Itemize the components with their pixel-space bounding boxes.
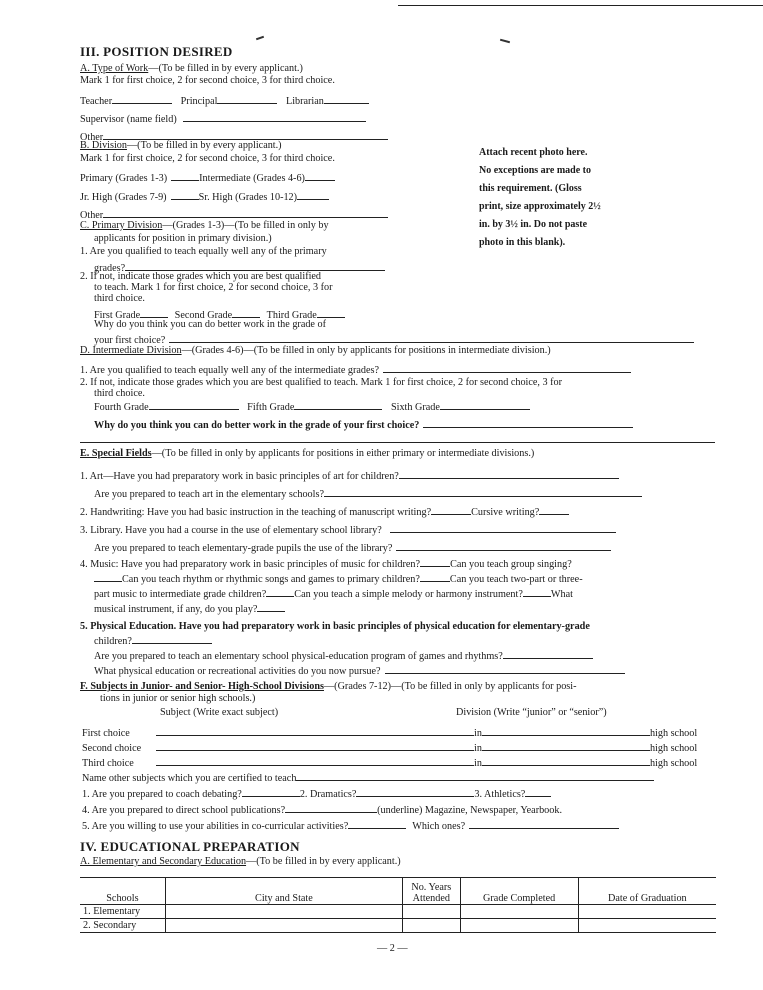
scan-mark [500, 39, 510, 44]
table-cell[interactable] [578, 905, 716, 919]
handwriting-q[interactable]: 2. Handwriting: Have you had basic instruction in the teaching of manuscript writing? Cursive writing? [80, 505, 569, 519]
intermediate-q1[interactable]: 1. Are you qualified to teach equally well any of the intermediate grades? [80, 363, 631, 377]
section-3-title: III. POSITION DESIRED [80, 44, 233, 59]
jr-sr-high-heading: F. Subjects in Junior- and Senior- High-School Divisions—(Grades 7-12)—(To be filled in only by applicants for posi- [80, 681, 577, 692]
page-number: — 2 — [377, 943, 408, 954]
col-graduation: Date of Graduation [578, 878, 716, 905]
primary-intermediate-field[interactable]: Primary (Grades 1-3) Intermediate (Grades 4-6) [80, 171, 335, 185]
scan-mark [256, 36, 264, 41]
answer-line[interactable] [80, 442, 715, 443]
intermediate-grades-field[interactable]: Fourth Grade Fifth Grade Sixth Grade [94, 400, 530, 414]
intermediate-q2b: third choice. [94, 388, 145, 399]
music-q3[interactable]: part music to intermediate grade children? Can you teach a simple melody or harmony instrument? What [94, 589, 573, 600]
intermediate-q3[interactable]: Why do you think you can do better work in the grade of your first choice? [94, 418, 633, 432]
art-q1[interactable]: 1. Art—Have you had preparatory work in basic principles of art for children? [80, 469, 619, 483]
coaching-row[interactable]: 1. Are you prepared to coach debating? 2. Dramatics? 3. Athletics? [82, 787, 551, 801]
primary-grades-field[interactable]: First Grade Second Grade Third Grade [94, 308, 345, 322]
intermediate-division-heading: D. Intermediate Division—(Grades 4-6)—(To be filled in only by applicants for positions in intermediate division.) [80, 345, 551, 356]
pe-q3[interactable]: What physical education or recreational activities do you now pursue? [94, 664, 625, 678]
table-cell[interactable] [460, 905, 578, 919]
supervisor-field[interactable]: Supervisor (name field) [80, 112, 366, 126]
teacher-field[interactable]: Teacher Principal Librarian [80, 94, 369, 108]
table-cell[interactable] [578, 919, 716, 933]
special-fields-heading: E. Special Fields—(To be filled in only by applicants for positions in either primary or intermediate divisions.) [80, 448, 535, 459]
pe-q1: 5. Physical Education. Have you had preparatory work in basic principles of physical education for elementary-grade [80, 621, 590, 632]
division-column-heading: Division (Write “junior” or “senior”) [456, 707, 607, 718]
primary-division-heading: C. Primary Division—(Grades 1-3)—(To be filled in only by [80, 220, 329, 231]
first-choice-row[interactable]: First choice in high school [82, 728, 698, 739]
jr-sr-high-field[interactable]: Jr. High (Grades 7-9) Sr. High (Grades 10-12) [80, 190, 329, 204]
table-row[interactable] [80, 905, 716, 919]
instructions: Mark 1 for first choice, 2 for second choice, 3 for third choice. [80, 153, 335, 164]
primary-q1b[interactable]: grades? [94, 261, 385, 275]
col-years: No. Years Attended [403, 878, 461, 905]
row-label: 1. Elementary [80, 905, 165, 919]
primary-q1: 1. Are you qualified to teach equally well any of the primary [80, 246, 327, 257]
pe-q2[interactable]: Are you prepared to teach an elementary school physical-education program of games and rhythms? [94, 649, 593, 663]
table-cell[interactable] [460, 919, 578, 933]
table-header-row [80, 878, 716, 905]
second-choice-row[interactable]: Second choice in high school [82, 743, 698, 754]
library-q2[interactable]: Are you prepared to teach elementary-grade pupils the use of the library? [94, 541, 611, 555]
other-division-field[interactable]: Other [80, 208, 388, 222]
music-q4[interactable]: musical instrument, if any, do you play? [94, 602, 285, 616]
photo-instructions: Attach recent photo here. No exceptions are made to this requirement. (Gloss print, size approximately 2½ in. by 3½ in. Do not paste photo in this blank). [479, 147, 601, 248]
third-choice-row[interactable]: Third choice in high school [82, 758, 698, 769]
elementary-secondary-heading: A. Elementary and Secondary Education—(To be filled in by every applicant.) [80, 856, 401, 867]
table-cell[interactable] [403, 919, 461, 933]
pe-q1b[interactable]: children? [94, 634, 212, 648]
music-q1[interactable]: 4. Music: Have you had preparatory work in basic principles of music for children? Can you teach group singing? [80, 559, 572, 570]
primary-q2: 2. If not, indicate those grades which you are best qualified [80, 271, 322, 282]
subject-column-heading: Subject (Write exact subject) [160, 707, 279, 718]
col-schools: Schools [80, 878, 165, 905]
other-field[interactable]: Other [80, 130, 388, 144]
table-cell[interactable] [165, 905, 402, 919]
other-subjects-field[interactable]: Name other subjects which you are certified to teach [82, 771, 654, 785]
table-cell[interactable] [165, 919, 402, 933]
section-4-title: IV. EDUCATIONAL PREPARATION [80, 839, 300, 854]
art-q2[interactable]: Are you prepared to teach art in the elementary schools? [94, 487, 642, 501]
col-city-state: City and State [165, 878, 402, 905]
table-row[interactable] [80, 919, 716, 933]
primary-q2b: to teach. Mark 1 for first choice, 2 for second choice, 3 for [94, 282, 333, 293]
primary-q2c: third choice. [94, 293, 145, 304]
instructions: Mark 1 for first choice, 2 for second choice, 3 for third choice. [80, 75, 335, 86]
division-heading: B. Division—(To be filled in by every applicant.) [80, 140, 282, 151]
jr-sr-high-heading-2: tions in junior or senior high schools.) [100, 693, 256, 704]
intermediate-q2: 2. If not, indicate those grades which you are best qualified to teach. Mark 1 for first choice, 2 for second choice, 3 for [80, 377, 563, 388]
type-of-work-heading: A. Type of Work—(To be filled in by every applicant.) [80, 63, 303, 74]
col-grade: Grade Completed [460, 878, 578, 905]
row-label: 2. Secondary [80, 919, 165, 933]
top-rule [398, 5, 763, 6]
primary-q3: Why do you think you can do better work in the grade of [94, 319, 326, 330]
publications-row[interactable]: 4. Are you prepared to direct school publications? (underline) Magazine, Newspaper, Yearbook. [82, 805, 563, 816]
primary-division-heading-2: applicants for position in primary division.) [94, 233, 272, 244]
table-cell[interactable] [403, 905, 461, 919]
education-table [80, 877, 716, 933]
music-q2[interactable]: Can you teach rhythm or rhythmic songs and games to primary children? Can you teach two-part or three- [94, 572, 583, 586]
co-curricular-row[interactable]: 5. Are you willing to use your abilities in co-curricular activities? Which ones? [82, 819, 619, 833]
primary-q3b[interactable]: your first choice? [94, 333, 694, 347]
library-q1[interactable]: 3. Library. Have you had a course in the use of elementary school library? [80, 523, 616, 537]
